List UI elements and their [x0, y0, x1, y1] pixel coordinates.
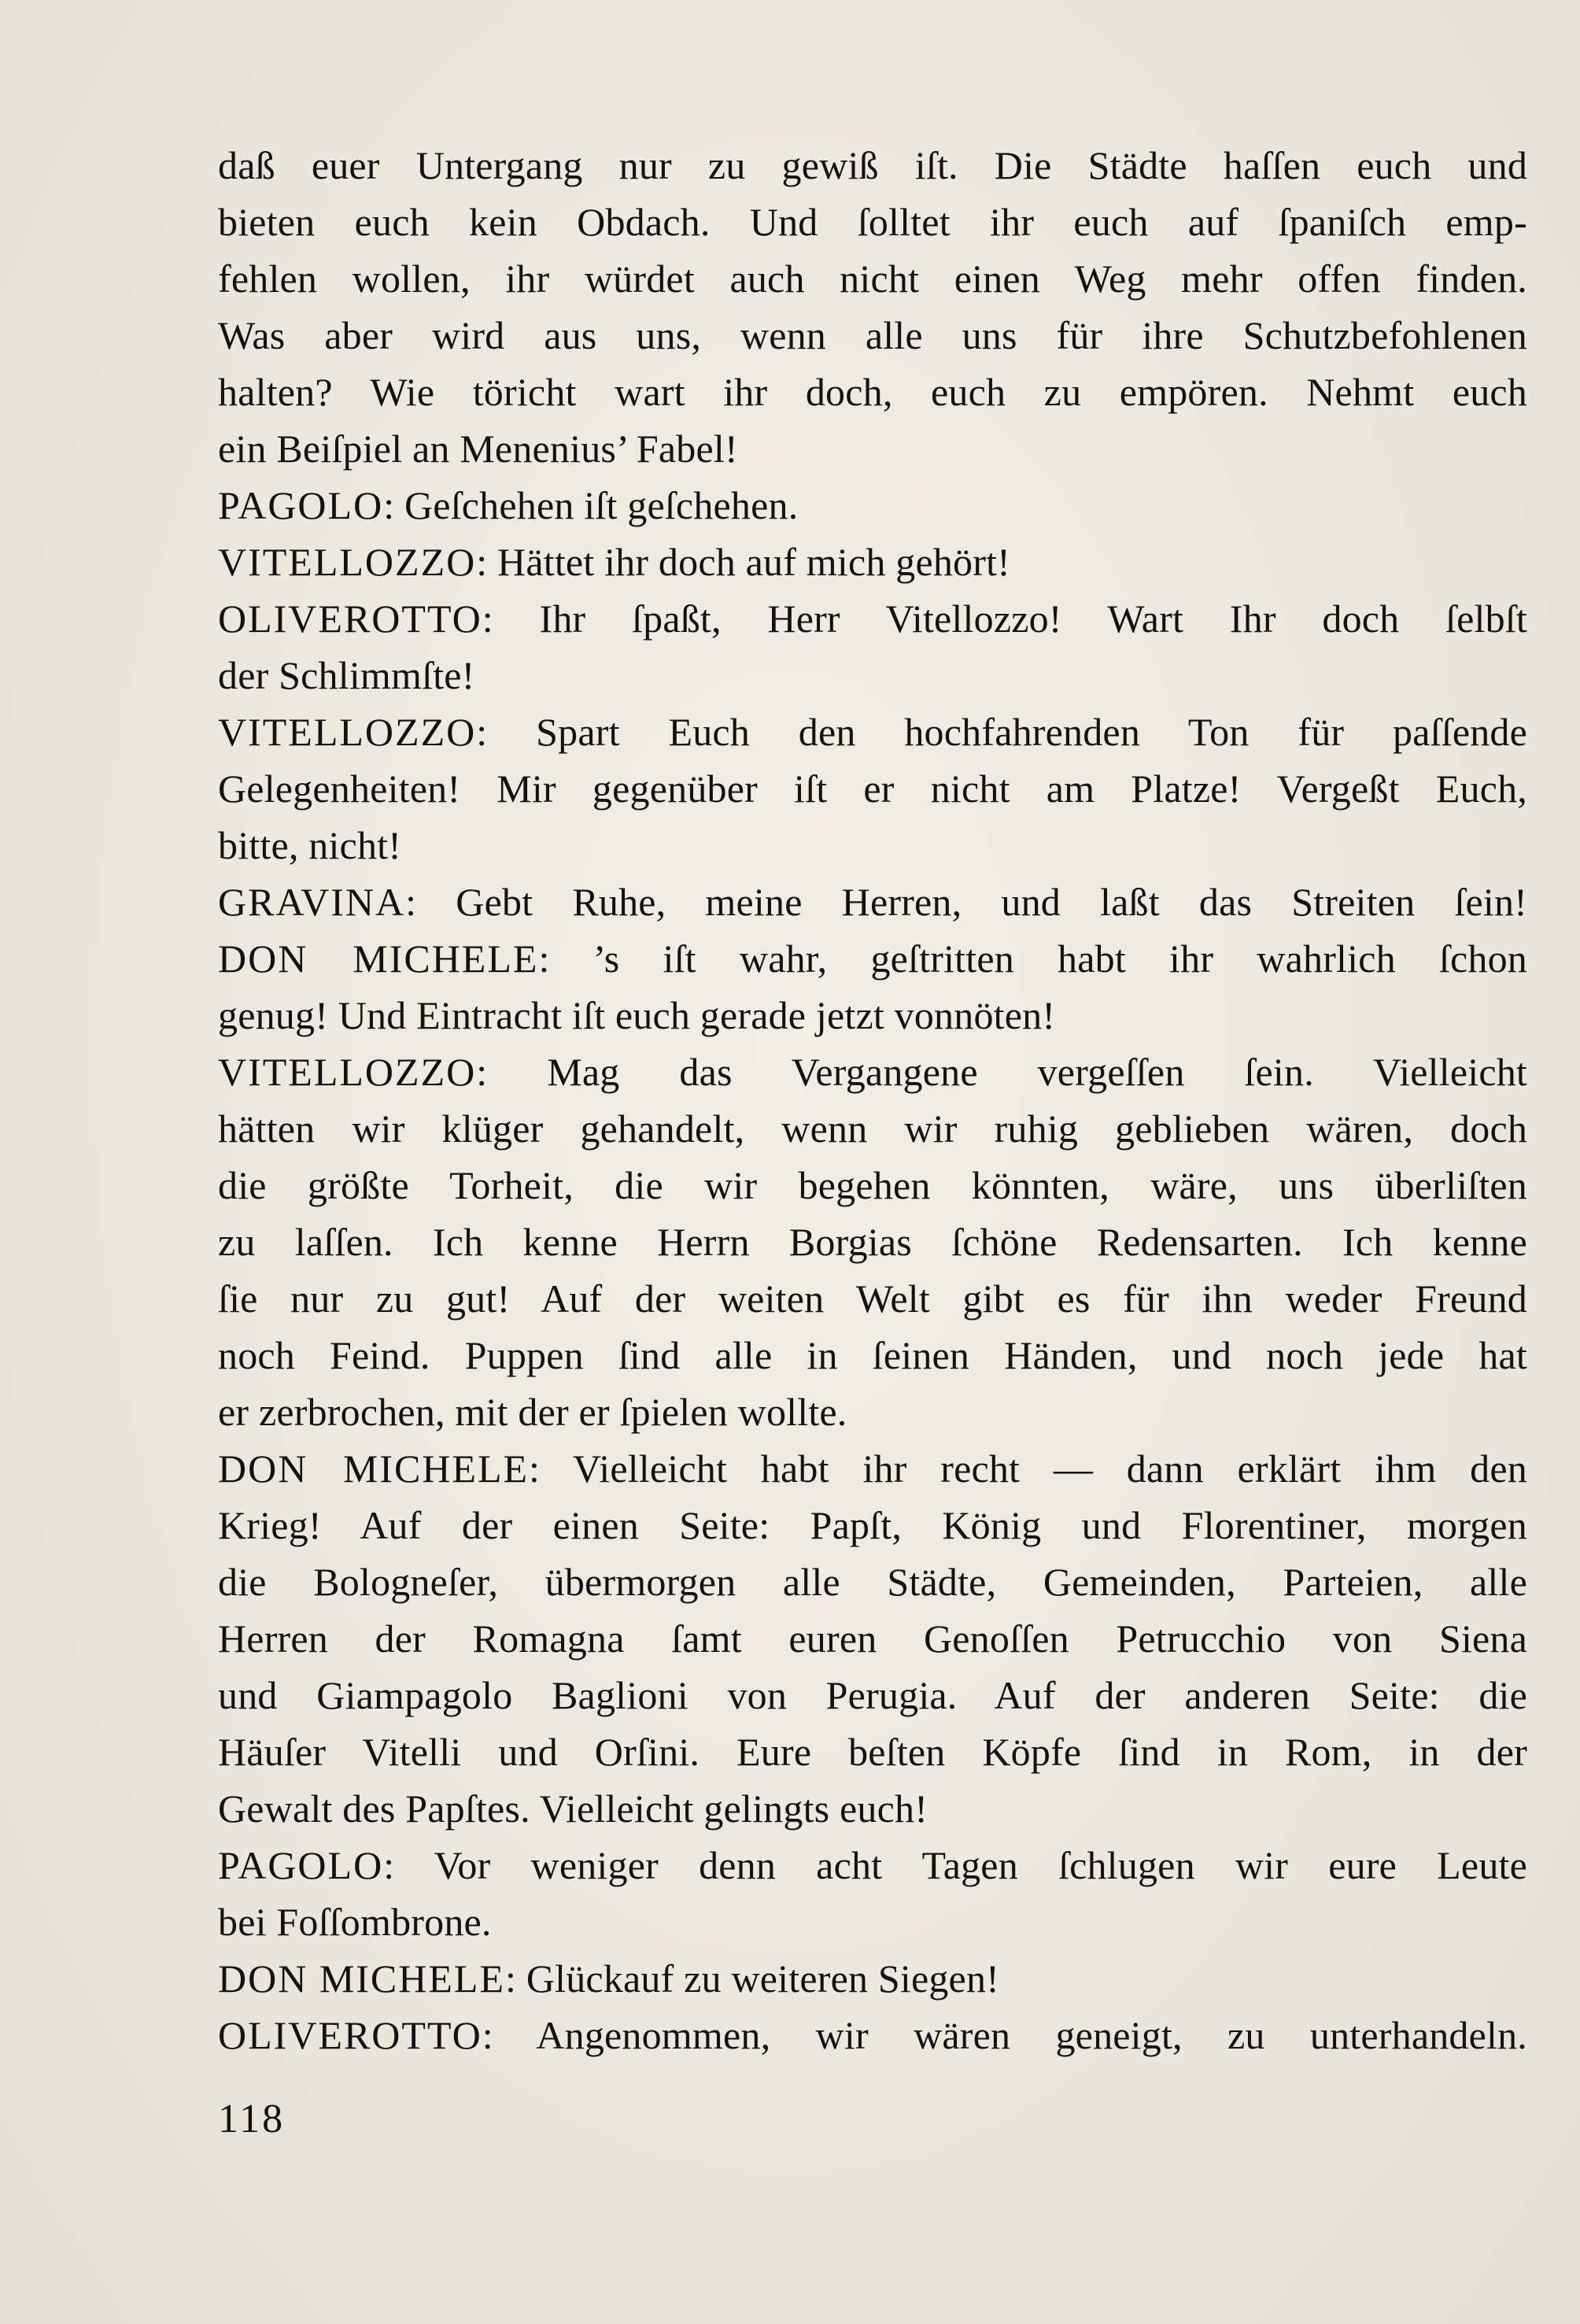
speaker-name: PAGOLO — [218, 483, 384, 527]
line-text: Was aber wird aus uns, wenn alle uns für ihre Schutzbefohlenen — [218, 313, 1527, 357]
line-text: : Vor weniger denn acht Tagen ſchlugen wir eure Leute — [383, 1843, 1528, 1887]
line-text: der Schlimmſte! — [218, 653, 475, 697]
text-line — [218, 817, 1527, 874]
text-line — [218, 987, 1527, 1044]
line-text: bei Foſſombrone. — [218, 1900, 492, 1944]
line-text: : Hättet ihr doch auf mich gehört! — [476, 540, 1011, 584]
text-line — [218, 1950, 1527, 2007]
text-line — [218, 477, 1527, 534]
text-line — [218, 1100, 1527, 1157]
text-line — [218, 1214, 1527, 1270]
speaker-name: DON MICHELE — [218, 937, 539, 981]
text-line — [218, 704, 1527, 760]
line-text: die größte Torheit, die wir begehen könnten, wäre, uns überliſten — [218, 1163, 1527, 1207]
line-text: Krieg! Auf der einen Seite: Papſt, König und Florentiner, morgen — [218, 1503, 1527, 1547]
line-text: fehlen wollen, ihr würdet auch nicht einen Weg mehr offen finden. — [218, 257, 1527, 301]
line-text: bieten euch kein Obdach. Und ſolltet ihr euch auf ſpaniſch emp- — [218, 200, 1527, 244]
text-line — [218, 1440, 1527, 1497]
speaker-name: DON MICHELE — [218, 1446, 530, 1491]
line-text: : Angenommen, wir wären geneigt, zu unterhandeln. — [482, 2013, 1527, 2057]
text-line — [218, 1724, 1527, 1780]
line-text: : Glückauf zu weiteren Siegen! — [505, 1956, 1000, 2001]
text-line — [218, 364, 1527, 420]
line-text: Herren der Romagna ſamt euren Genoſſen Petrucchio von Siena — [218, 1616, 1528, 1661]
line-text: daß euer Untergang nur zu gewiß iſt. Die Städte haſſen euch und — [218, 143, 1528, 187]
line-text: halten? Wie töricht wart ihr doch, euch zu empören. Nehmt euch — [218, 370, 1527, 414]
line-text: er zerbrochen, mit der er ſpielen wollte. — [218, 1390, 847, 1434]
line-text: : Gebt Ruhe, meine Herren, und laßt das Streiten ſein! — [405, 880, 1528, 924]
text-line — [218, 534, 1527, 590]
text-line — [218, 1270, 1527, 1327]
text-line — [218, 1894, 1527, 1950]
line-text: : Ihr ſpaßt, Herr Vitellozzo! Wart Ihr doch ſelbſt — [482, 597, 1528, 641]
line-text: bitte, nicht! — [218, 823, 402, 867]
speaker-name: PAGOLO — [218, 1843, 384, 1887]
line-text: noch Feind. Puppen ſind alle in ſeinen Händen, und noch jede hat — [218, 1333, 1527, 1377]
text-line — [218, 1780, 1527, 1837]
text-line — [218, 1327, 1527, 1384]
line-text: und Giampagolo Baglioni von Perugia. Auf der anderen Seite: die — [218, 1673, 1528, 1717]
line-text: ein Beiſpiel an Menenius’ Fabel! — [218, 427, 738, 471]
speaker-name: DON MICHELE — [218, 1956, 506, 2001]
text-line — [218, 1837, 1527, 1894]
line-text: : Spart Euch den hochfahrenden Ton für paſſende — [476, 710, 1528, 754]
speaker-name: OLIVEROTTO — [218, 2013, 482, 2057]
text-line — [218, 194, 1527, 250]
body-text — [218, 137, 1527, 2064]
line-text: ſie nur zu gut! Auf der weiten Welt gibt es für ihn weder Freund — [218, 1277, 1527, 1321]
line-text: zu laſſen. Ich kenne Herrn Borgias ſchöne Redensarten. Ich kenne — [218, 1220, 1527, 1264]
text-line — [218, 1157, 1527, 1214]
line-text: Häuſer Vitelli und Orſini. Eure beſten Köpfe ſind in Rom, in der — [218, 1730, 1527, 1774]
speaker-name: OLIVEROTTO — [218, 597, 482, 641]
text-line — [218, 1497, 1527, 1554]
text-line — [218, 590, 1527, 647]
speaker-name: VITELLOZZO — [218, 710, 477, 754]
line-text: die Bologneſer, übermorgen alle Städte, Gemeinden, Parteien, alle — [218, 1560, 1527, 1604]
text-line — [218, 307, 1527, 364]
text-line — [218, 137, 1527, 194]
text-line — [218, 1610, 1527, 1667]
line-text: hätten wir klüger gehandelt, wenn wir ruhig geblieben wären, doch — [218, 1107, 1528, 1151]
text-line — [218, 2007, 1527, 2064]
speaker-name: VITELLOZZO — [218, 1050, 477, 1094]
text-line — [218, 647, 1527, 704]
line-text: : Mag das Vergangene vergeſſen ſein. Vielleicht — [476, 1050, 1528, 1094]
text-line — [218, 930, 1527, 987]
speaker-name: GRAVINA — [218, 880, 406, 924]
speaker-name: VITELLOZZO — [218, 540, 477, 584]
text-line — [218, 250, 1527, 307]
line-text: : Geſchehen iſt geſchehen. — [383, 483, 799, 527]
page-number: 118 — [218, 2097, 286, 2141]
text-line — [218, 1384, 1527, 1440]
line-text: : Vielleicht habt ihr recht — dann erklärt ihm den — [529, 1446, 1527, 1491]
text-line — [218, 874, 1527, 930]
line-text: genug! Und Eintracht iſt euch gerade jetzt vonnöten! — [218, 993, 1056, 1037]
text-line — [218, 760, 1527, 817]
line-text: Gewalt des Papſtes. Vielleicht gelingts euch! — [218, 1786, 928, 1831]
text-line — [218, 420, 1527, 477]
line-text: : ’s iſt wahr, geſtritten habt ihr wahrlich ſchon — [538, 937, 1528, 981]
text-line — [218, 1044, 1527, 1100]
line-text: Gelegenheiten! Mir gegenüber iſt er nicht am Platze! Vergeßt Euch, — [218, 767, 1527, 811]
text-line — [218, 1667, 1527, 1724]
text-line — [218, 1554, 1527, 1610]
